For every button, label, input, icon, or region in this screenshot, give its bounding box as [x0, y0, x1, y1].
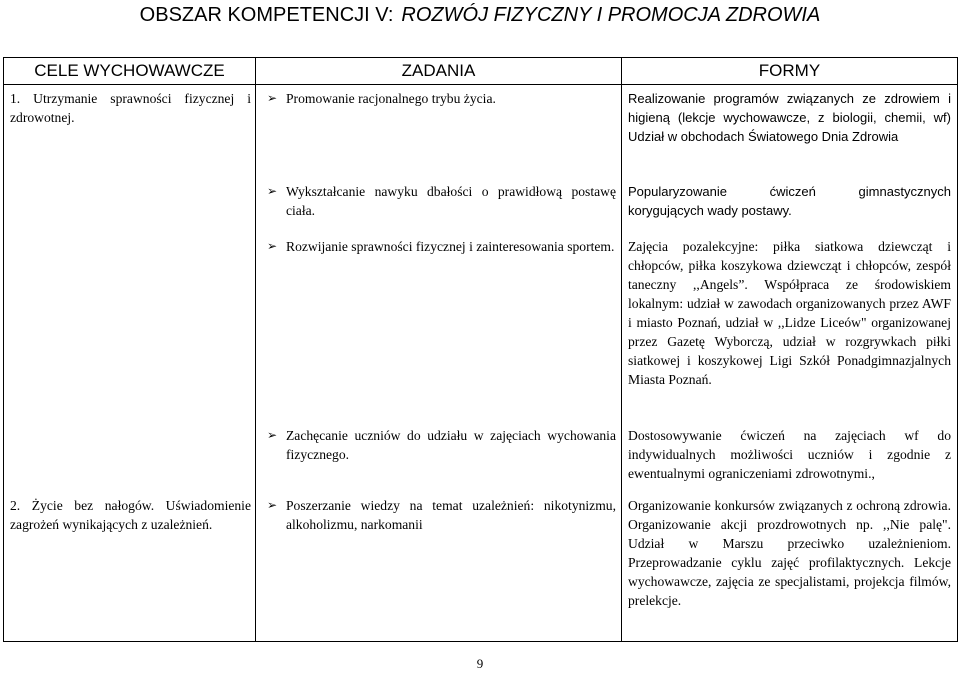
forma-1: Realizowanie programów związanych ze zdrowiem i higieną (lekcje wychowawcze, z biologii, chemii, wf) Udział w obchodach Światowego Dnia Zdrowia	[628, 91, 951, 144]
zadanie-1	[267, 89, 616, 108]
cel-2: 2. Życie bez nałogów. Uświadomienie zagrożeń wynikających z uzależnień.	[10, 498, 251, 532]
content-row	[4, 85, 958, 642]
header-row	[4, 58, 958, 85]
zadanie-5	[267, 496, 616, 534]
zadanie-1-text: Promowanie racjonalnego trybu życia.	[286, 91, 496, 106]
forma-5: Organizowanie konkursów związanych z ochroną zdrowia. Organizowanie akcji prozdrowotnych np. ,,Nie palę". Udział w Marszu przeciwko uzależnieniom. Przeprowadzanie cyklu zajęć profilaktycznych. Lekcje wychowawcze, zajęcia ze specjalistami, projekcja filmów, prelekcje.	[628, 498, 951, 608]
formy-cell	[622, 85, 958, 642]
header-zadania: ZADANIA	[256, 58, 622, 85]
header-formy: FORMY	[622, 58, 958, 85]
zadanie-2	[267, 182, 616, 220]
arrow-bullet-icon: ➢	[267, 428, 278, 442]
forma-2: Popularyzowanie ćwiczeń gimnastycznych korygujących wady postawy.	[628, 184, 951, 218]
arrow-bullet-icon: ➢	[267, 184, 278, 198]
page-number: 9	[476, 656, 484, 671]
arrow-bullet-icon: ➢	[267, 239, 278, 253]
competence-table	[3, 57, 958, 642]
zadanie-3-text: Rozwijanie sprawności fizycznej i zainteresowania sportem.	[286, 239, 615, 254]
page-title	[0, 4, 960, 27]
zadanie-2-text: Wykształcanie nawyku dbałości o prawidłową postawę ciała.	[286, 184, 616, 218]
cele-cell	[4, 85, 256, 642]
title-italic: ROZWÓJ FIZYCZNY I PROMOCJA ZDROWIA	[401, 4, 821, 26]
header-cele: CELE WYCHOWAWCZE	[4, 58, 256, 85]
forma-3: Zajęcia pozalekcyjne: piłka siatkowa dziewcząt i chłopców, piłka koszykowa dziewcząt i chłopców, zespół taneczny ,,Angels”. Współpraca ze środowiskiem lokalnym: udział w zawodach organizowanych przez AWF i miasto Poznań, udział w ,,Lidze Liceów" organizowanej przez Gazetę Wyborczą, udział w rozgrywkach piłki siatkowej i koszykowej Ligi Szkół Ponadgimnazjalnych Miasta Poznań.	[628, 239, 951, 387]
zadanie-4-text: Zachęcanie uczniów do udziału w zajęciach wychowania fizycznego.	[286, 428, 616, 462]
arrow-bullet-icon: ➢	[267, 91, 278, 105]
zadanie-3	[267, 237, 616, 256]
cel-1: 1. Utrzymanie sprawności fizycznej i zdrowotnej.	[10, 91, 251, 125]
arrow-bullet-icon: ➢	[267, 498, 278, 512]
zadania-cell	[256, 85, 622, 642]
zadanie-5-text: Poszerzanie wiedzy na temat uzależnień: nikotynizmu, alkoholizmu, narkomanii	[286, 498, 616, 532]
forma-4: Dostosowywanie ćwiczeń na zajęciach wf do indywidualnych możliwości uczniów i zgodnie z ewentualnymi ograniczeniami zdrowotnymi.,	[628, 428, 951, 481]
zadanie-4	[267, 426, 616, 464]
title-bold: OBSZAR KOMPETENCJI V:	[139, 4, 394, 26]
